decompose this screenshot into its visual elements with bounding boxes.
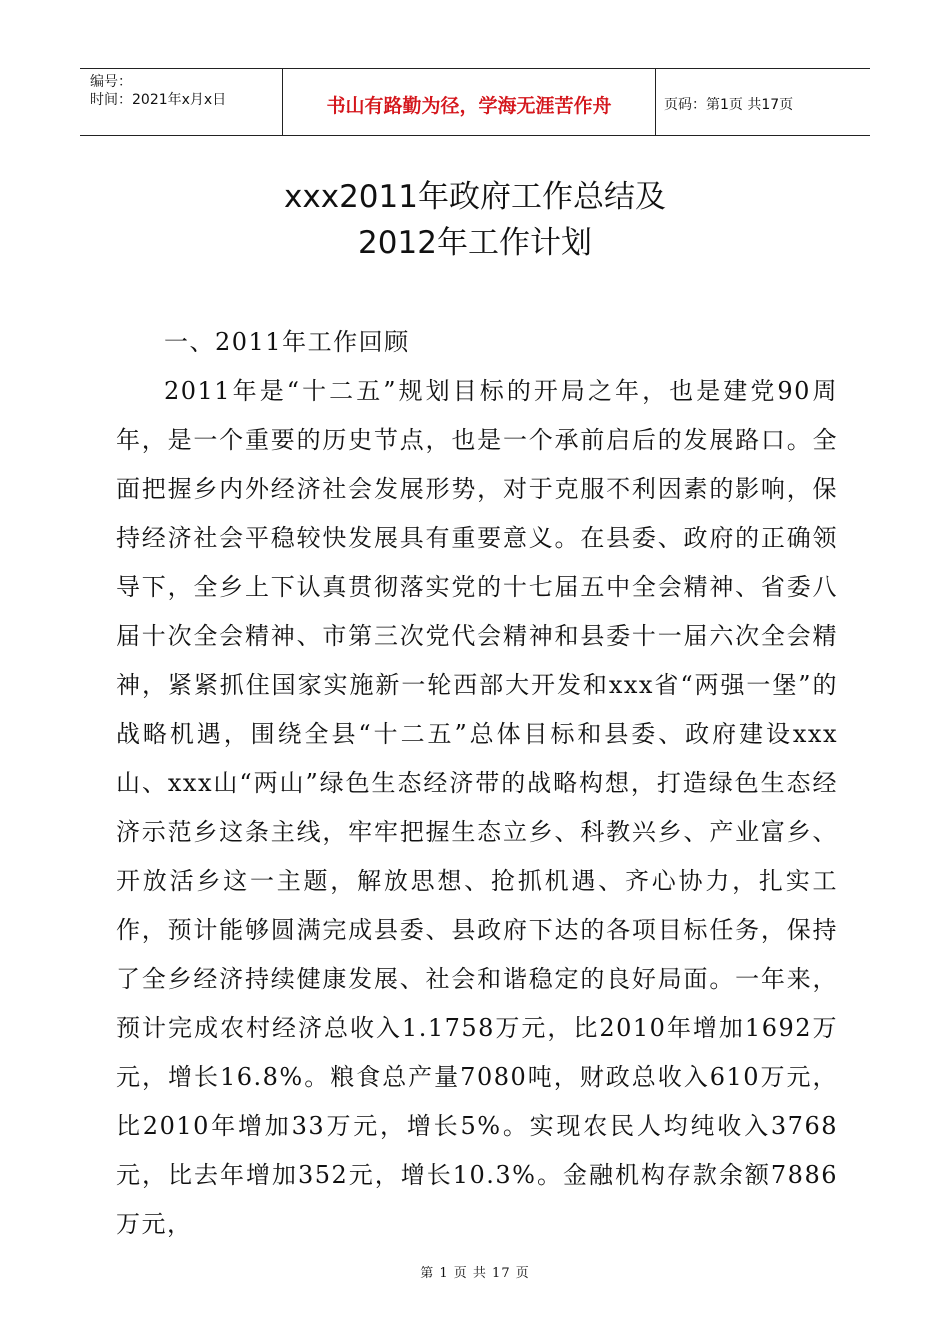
header-meta [80, 69, 282, 135]
document-header [80, 68, 870, 136]
time-label: 时间：2021年x月x日 [90, 92, 227, 108]
page-footer-wrap [0, 1262, 950, 1281]
title-line-1: xxx2011年政府工作总结及 [284, 179, 666, 215]
title-line-2: 2012年工作计划 [358, 225, 592, 261]
body-paragraph: 2011年是“十二五”规划目标的开局之年，也是建党90周年，是一个重要的历史节点，也是一个承前启后的发展路口。全面把握乡内外经济社会发展形势，对于克服不利因素的影响，保持经济社会平稳较快发展具有重要意义。在县委、政府的正确领导下，全乡上下认真贯彻落实党的十七届五中全会精神、省委八届十次全会精神、市第三次党代会精神和县委十一届六次全会精神，紧紧抓住国家实施新一轮西部大开发和xxx省“两强一堡”的战略机遇，围绕全县“十二五”总体目标和县委、政府建设xxx山、xxx山“两山”绿色生态经济带的战略构想，打造绿色生态经济示范乡这条主线，牢牢把握生态立乡、科教兴乡、产业富乡、开放活乡这一主题，解放思想、抢抓机遇、齐心协力，扎实工作，预计能够圆满完成县委、县政府下达的各项目标任务，保持了全乡经济持续健康发展、社会和谐稳定的良好局面。一年来，预计完成农村经济总收入1.1758万元，比2010年增加1692万元，增长16.8%。粮食总产量7080吨，财政总收入610万元，比2010年增加33万元，增长5%。实现农民人均纯收入3768元，比去年增加352元，增长10.3%。金融机构存款余额7886万元， [116, 377, 838, 1238]
section-heading: 一、2011年工作回顾 [164, 328, 410, 356]
header-motto: 书山有路勤为径，学海无涯苦作舟 [282, 69, 656, 135]
header-page-info: 页码：第1页 共17页 [664, 97, 794, 113]
number-label: 编号： [90, 74, 132, 90]
document-title [0, 174, 950, 266]
page-footer: 第 1 页 共 17 页 [420, 1266, 530, 1281]
document-body [116, 318, 838, 1249]
